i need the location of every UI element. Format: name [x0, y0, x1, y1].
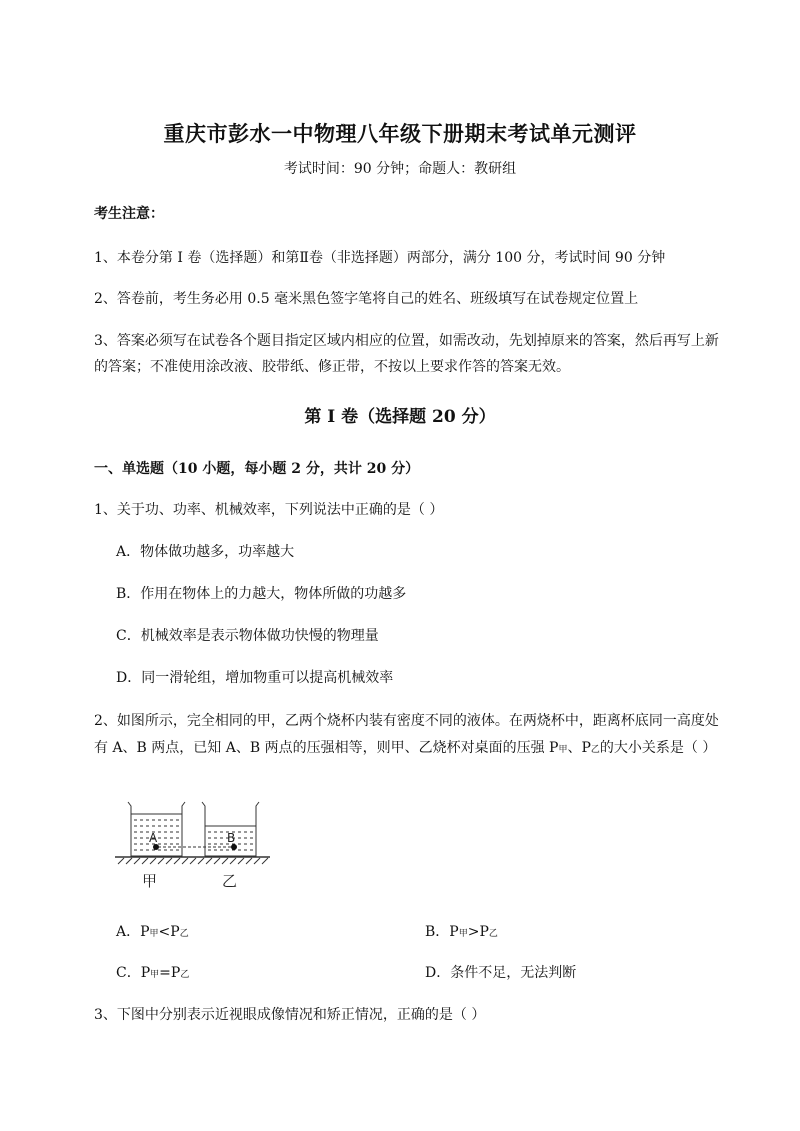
notice-heading: 考生注意： — [94, 206, 164, 222]
question-2-option-c: C．P甲=P乙 — [116, 965, 190, 981]
question-1-option-d: D．同一滑轮组，增加物重可以提高机械效率 — [116, 670, 394, 686]
part-heading: 一、单选题（10 小题，每小题 2 分，共计 20 分） — [94, 461, 420, 477]
question-1-option-a: A．物体做功越多，功率越大 — [116, 544, 295, 560]
question-1-option-b: B．作用在物体上的力越大，物体所做的功越多 — [116, 586, 407, 602]
notice-item-3: 3、答案必须写在试卷各个题目指定区域内相应的位置，如需改动，先划掉原来的答案，然后再写上新 — [94, 333, 719, 349]
beaker-jia-label: 甲 — [142, 872, 158, 890]
page-title: 重庆市彭水一中物理八年级下册期末考试单元测评 — [163, 121, 637, 146]
point-a-label: A — [149, 831, 158, 845]
question-1-option-c: C．机械效率是表示物体做功快慢的物理量 — [116, 628, 379, 644]
beaker-yi-outline — [202, 802, 259, 856]
beakers-figure — [110, 792, 280, 892]
exam-info: 考试时间：90 分钟；命题人：教研组 — [283, 161, 517, 177]
question-3-stem: 3、下图中分别表示近视眼成像情况和矫正情况，正确的是（ ） — [94, 1007, 486, 1023]
table-hatching — [118, 858, 268, 864]
question-2-option-a: A．P甲<P乙 — [116, 924, 189, 940]
question-2-option-d: D．条件不足，无法判断 — [425, 965, 577, 981]
notice-item-3-cont: 的答案；不准使用涂改液、胶带纸、修正带，不按以上要求作答的答案无效。 — [94, 359, 570, 375]
notice-item-2: 2、答卷前，考生务必用 0.5 毫米黑色签字笔将自己的姓名、班级填写在试卷规定位置上 — [94, 291, 639, 307]
question-1-stem: 1、关于功、功率、机械效率，下列说法中正确的是（ ） — [94, 502, 444, 518]
question-2-option-b: B．P甲>P乙 — [425, 924, 498, 940]
notice-item-1: 1、本卷分第 I 卷（选择题）和第Ⅱ卷（非选择题）两部分，满分 100 分，考试时间 90 分钟 — [94, 250, 666, 266]
question-2-stem-line2: 有 A、B 两点，已知 A、B 两点的压强相等，则甲、乙烧杯对桌面的压强 P甲、P乙的大小关系是（ ） — [94, 740, 717, 756]
question-2-stem-line1: 2、如图所示，完全相同的甲，乙两个烧杯内装有密度不同的液体。在两烧杯中，距离杯底同一高度处 — [94, 713, 719, 729]
section-title: 第 I 卷（选择题 20 分） — [304, 407, 496, 427]
beaker-yi-label: 乙 — [222, 872, 238, 890]
point-b-label: B — [227, 831, 236, 845]
